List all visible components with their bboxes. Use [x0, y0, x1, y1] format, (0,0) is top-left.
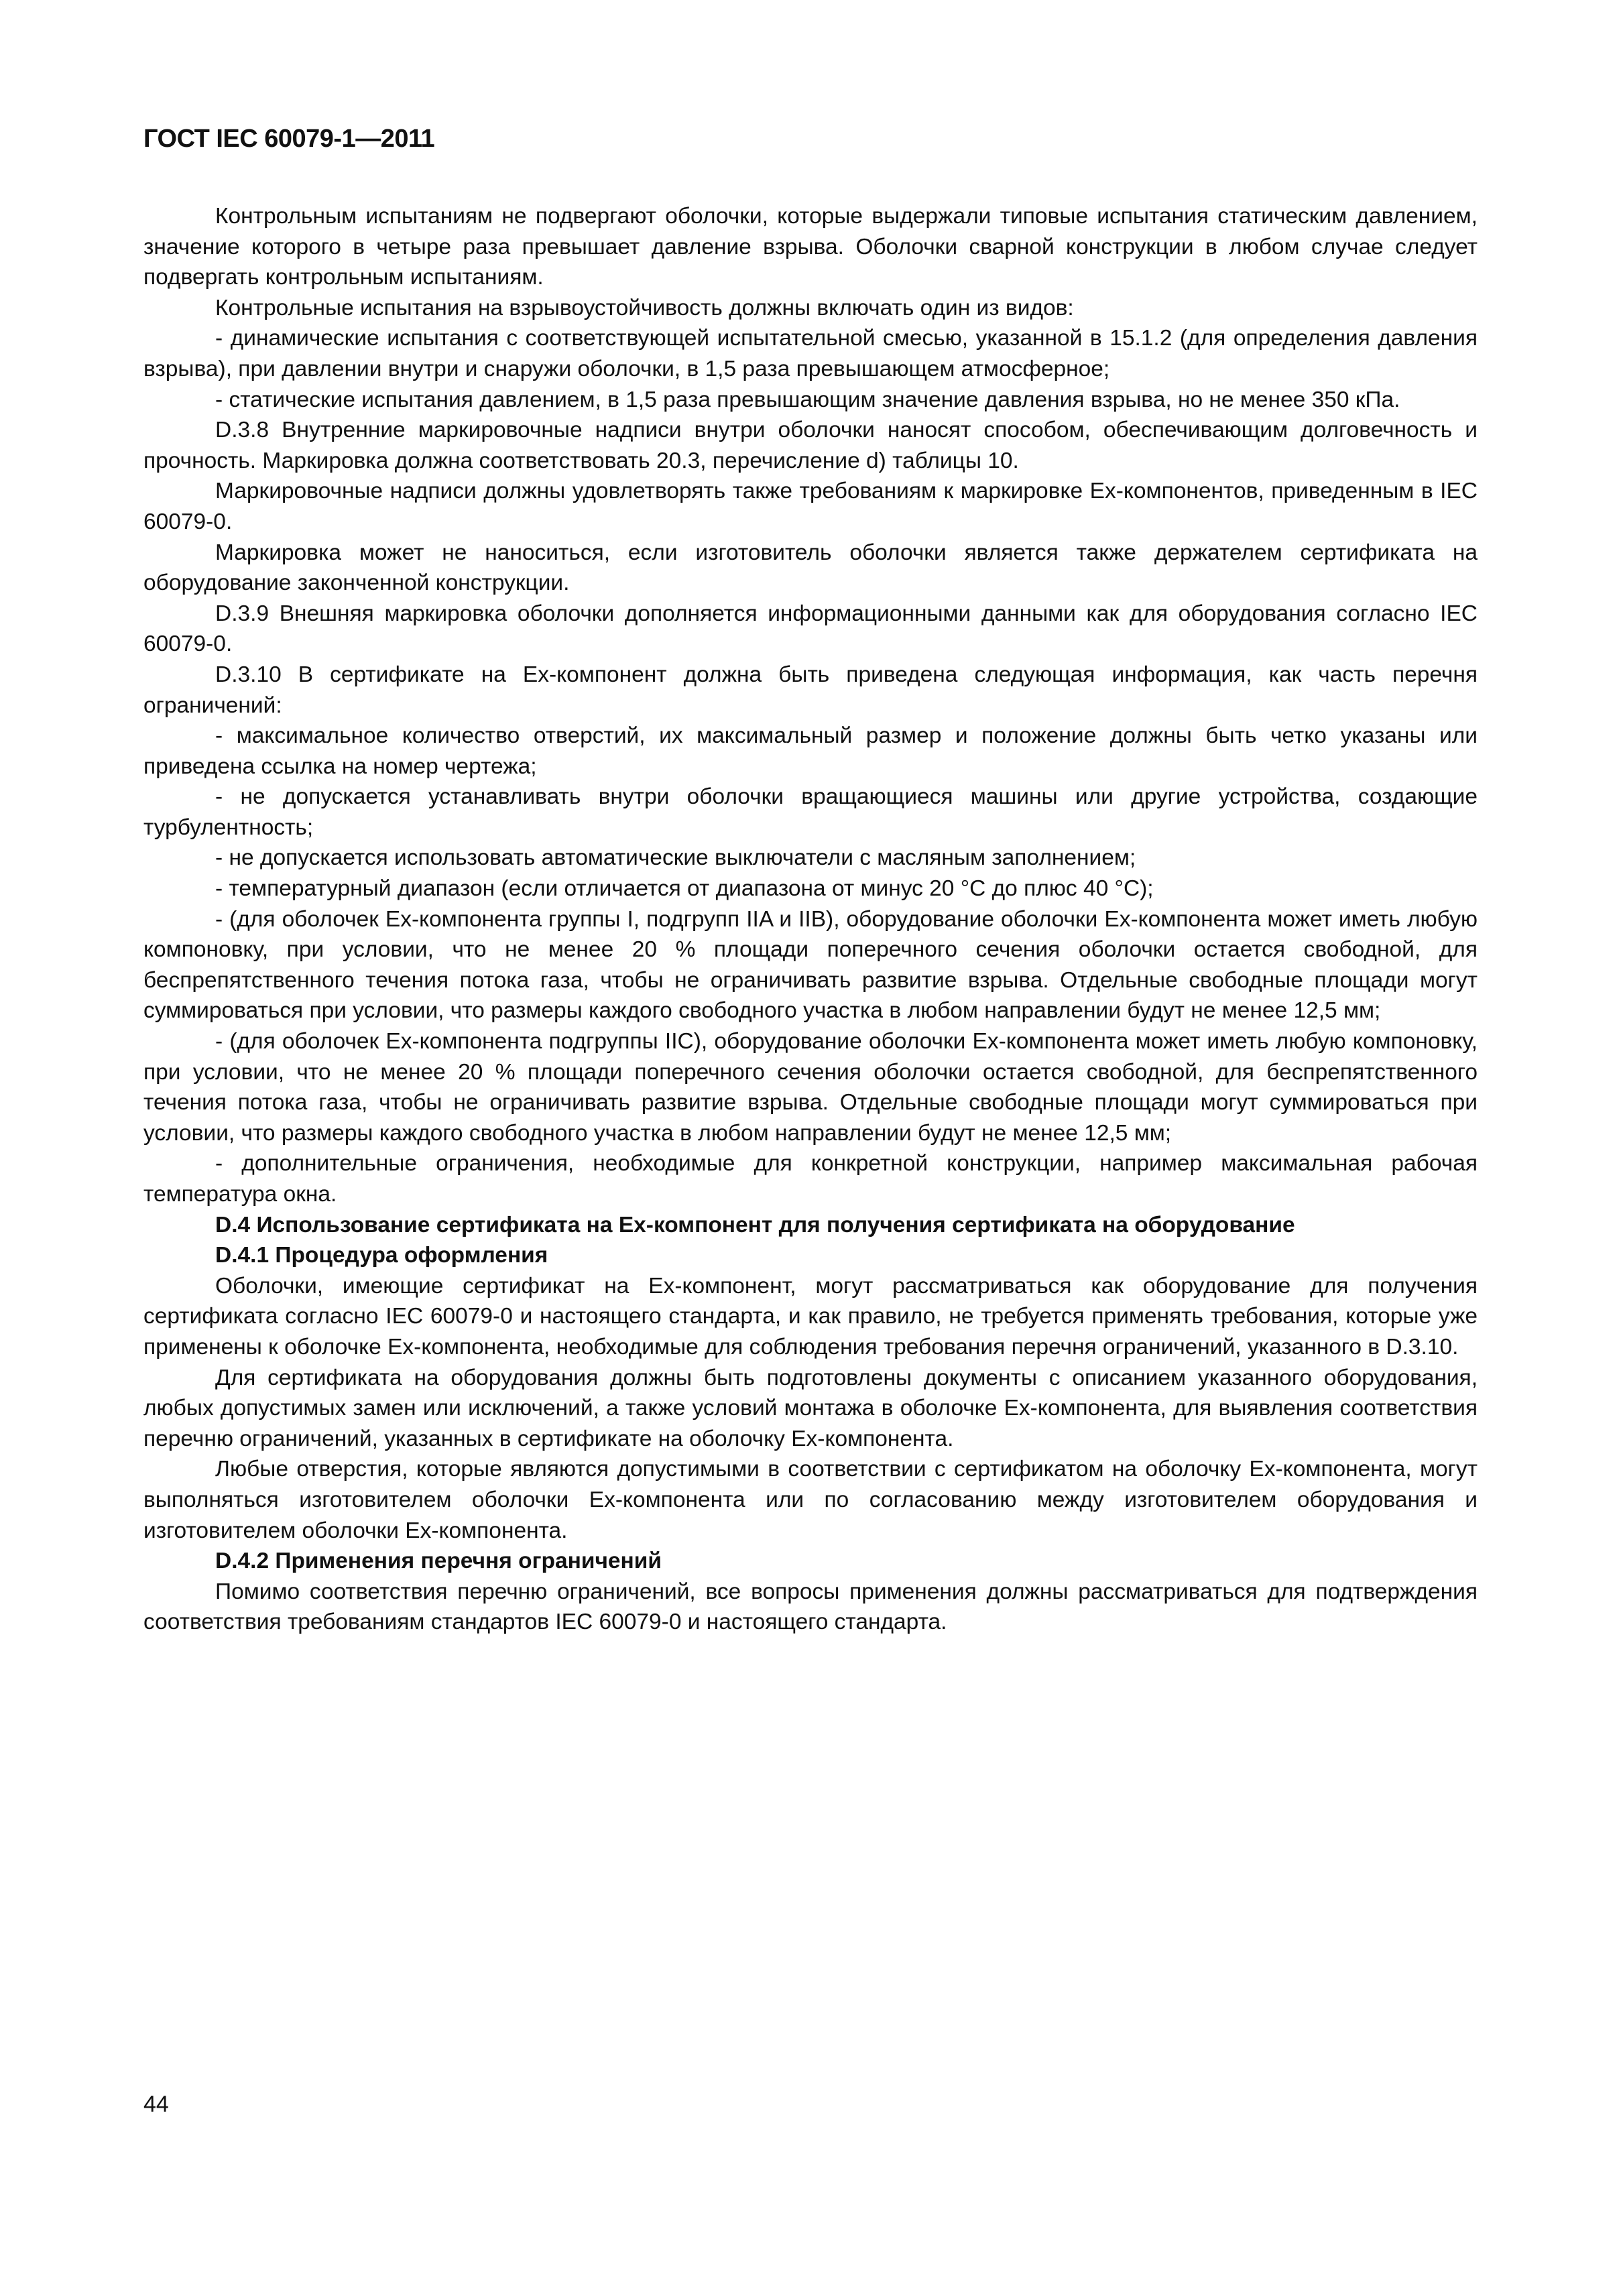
section-heading-d-4-1: D.4.1 Процедура оформления	[215, 1243, 548, 1268]
list-item: - максимальное количество отверстий, их максимальный размер и положение должны быть четко указаны или приведена ссылка на номер чертежа;	[143, 723, 1478, 779]
paragraph: Маркировочные надписи должны удовлетворять также требованиям к маркировке Ех-компонентов, приведенным в IEC 60079-0.	[143, 479, 1478, 534]
document-header: ГОСТ IEC 60079-1—2011	[143, 125, 435, 153]
paragraph: Контрольным испытаниям не подвергают оболочки, которые выдержали типовые испытания статическим давлением, значение которого в четыре раза превышает давление взрыва. Оболочки сварной конструкции в любом случае следует подвергать контрольным испытаниям.	[143, 204, 1478, 290]
paragraph: Оболочки, имеющие сертификат на Ех-компонент, могут рассматриваться как оборудование для получения сертификата согласно IEC 60079-0 и настоящего стандарта, и как правило, не требуется применять требования, которые уже применены к оболочке Ех-компонента, необходимые для соблюдения требования перечня ограничений, указанного в D.3.10.	[143, 1273, 1478, 1360]
section-heading-d-4: D.4 Использование сертификата на Ех-компонент для получения сертификата на оборудование	[215, 1212, 1295, 1237]
list-item: - (для оболочек Ех-компонента группы I, подгрупп IIA и IIB), оборудование оболочки Ех-компонента может иметь любую компоновку, при условии, что не менее 20 % площади поперечного сечения оболочки остается свободной, для беспрепятственного течения потока газа, чтобы не ограничивать развитие взрыва. Отдельные свободные площади могут суммироваться при условии, что размеры каждого свободного участка в любом направлении будут не менее 12,5 мм;	[143, 906, 1478, 1024]
page-number: 44	[143, 2092, 169, 2117]
paragraph: Любые отверстия, которые являются допустимыми в соответствии с сертификатом на оболочку Ех-компонента, могут выполняться изготовителем оболочки Ех-компонента или по согласованию между изготовителем оборудования и изготовителем оболочки Ех-компонента.	[143, 1457, 1478, 1543]
section-heading-d-4-2: D.4.2 Применения перечня ограничений	[215, 1549, 662, 1574]
clause-d-3-8: D.3.8 Внутренние маркировочные надписи внутри оболочки наносят способом, обеспечивающим долговечность и прочность. Маркировка должна соответствовать 20.3, перечисление d) таблицы 10.	[143, 418, 1478, 473]
paragraph: Для сертификата на оборудования должны быть подготовлены документы с описанием указанного оборудования, любых допустимых замен или исключений, а также условий монтажа в оболочке Ех-компонента, для выявления соответствия перечню ограничений, указанных в сертификате на оболочку Ех-компонента.	[143, 1365, 1478, 1451]
list-item: - статические испытания давлением, в 1,5 раза превышающим значение давления взрыва, но не менее 350 кПа.	[215, 387, 1400, 412]
list-item: - дополнительные ограничения, необходимые для конкретной конструкции, например максимальная рабочая температура окна.	[143, 1151, 1478, 1207]
clause-d-3-10: D.3.10 В сертификате на Ех-компонент должна быть приведена следующая информация, как часть перечня ограничений:	[143, 662, 1478, 718]
list-item: - не допускается использовать автоматические выключатели с масляным заполнением;	[215, 845, 1136, 871]
list-item: - динамические испытания с соответствующей испытательной смесью, указанной в 15.1.2 (для определения давления взрыва), при давлении внутри и снаружи оболочки, в 1,5 раза превышающем атмосферное;	[143, 326, 1478, 381]
clause-d-3-9: D.3.9 Внешняя маркировка оболочки дополняется информационными данными как для оборудования согласно IEC 60079-0.	[143, 601, 1478, 657]
list-item: - температурный диапазон (если отличается от диапазона от минус 20 °C до плюс 40 °C);	[215, 876, 1154, 902]
paragraph: Контрольные испытания на взрывоустойчивость должны включать один из видов:	[215, 295, 1074, 320]
list-item: - (для оболочек Ех-компонента подгруппы IIC), оборудование оболочки Ех-компонента может иметь любую компоновку, при условии, что не менее 20 % площади поперечного сечения оболочки остается свободной, для беспрепятственного течения потока газа, чтобы не ограничивать развитие взрыва. Отдельные свободные площади могут суммироваться при условии, что размеры каждого свободного участка в любом направлении будут не менее 12,5 мм;	[143, 1029, 1478, 1146]
paragraph: Помимо соответствия перечню ограничений, все вопросы применения должны рассматриваться для подтверждения соответствия требованиям стандартов IEC 60079-0 и настоящего стандарта.	[143, 1579, 1478, 1635]
list-item: - не допускается устанавливать внутри оболочки вращающиеся машины или другие устройства, создающие турбулентность;	[143, 784, 1478, 840]
paragraph: Маркировка может не наноситься, если изготовитель оболочки является также держателем сертификата на оборудование законченной конструкции.	[143, 540, 1478, 596]
document-body	[143, 201, 1478, 1638]
